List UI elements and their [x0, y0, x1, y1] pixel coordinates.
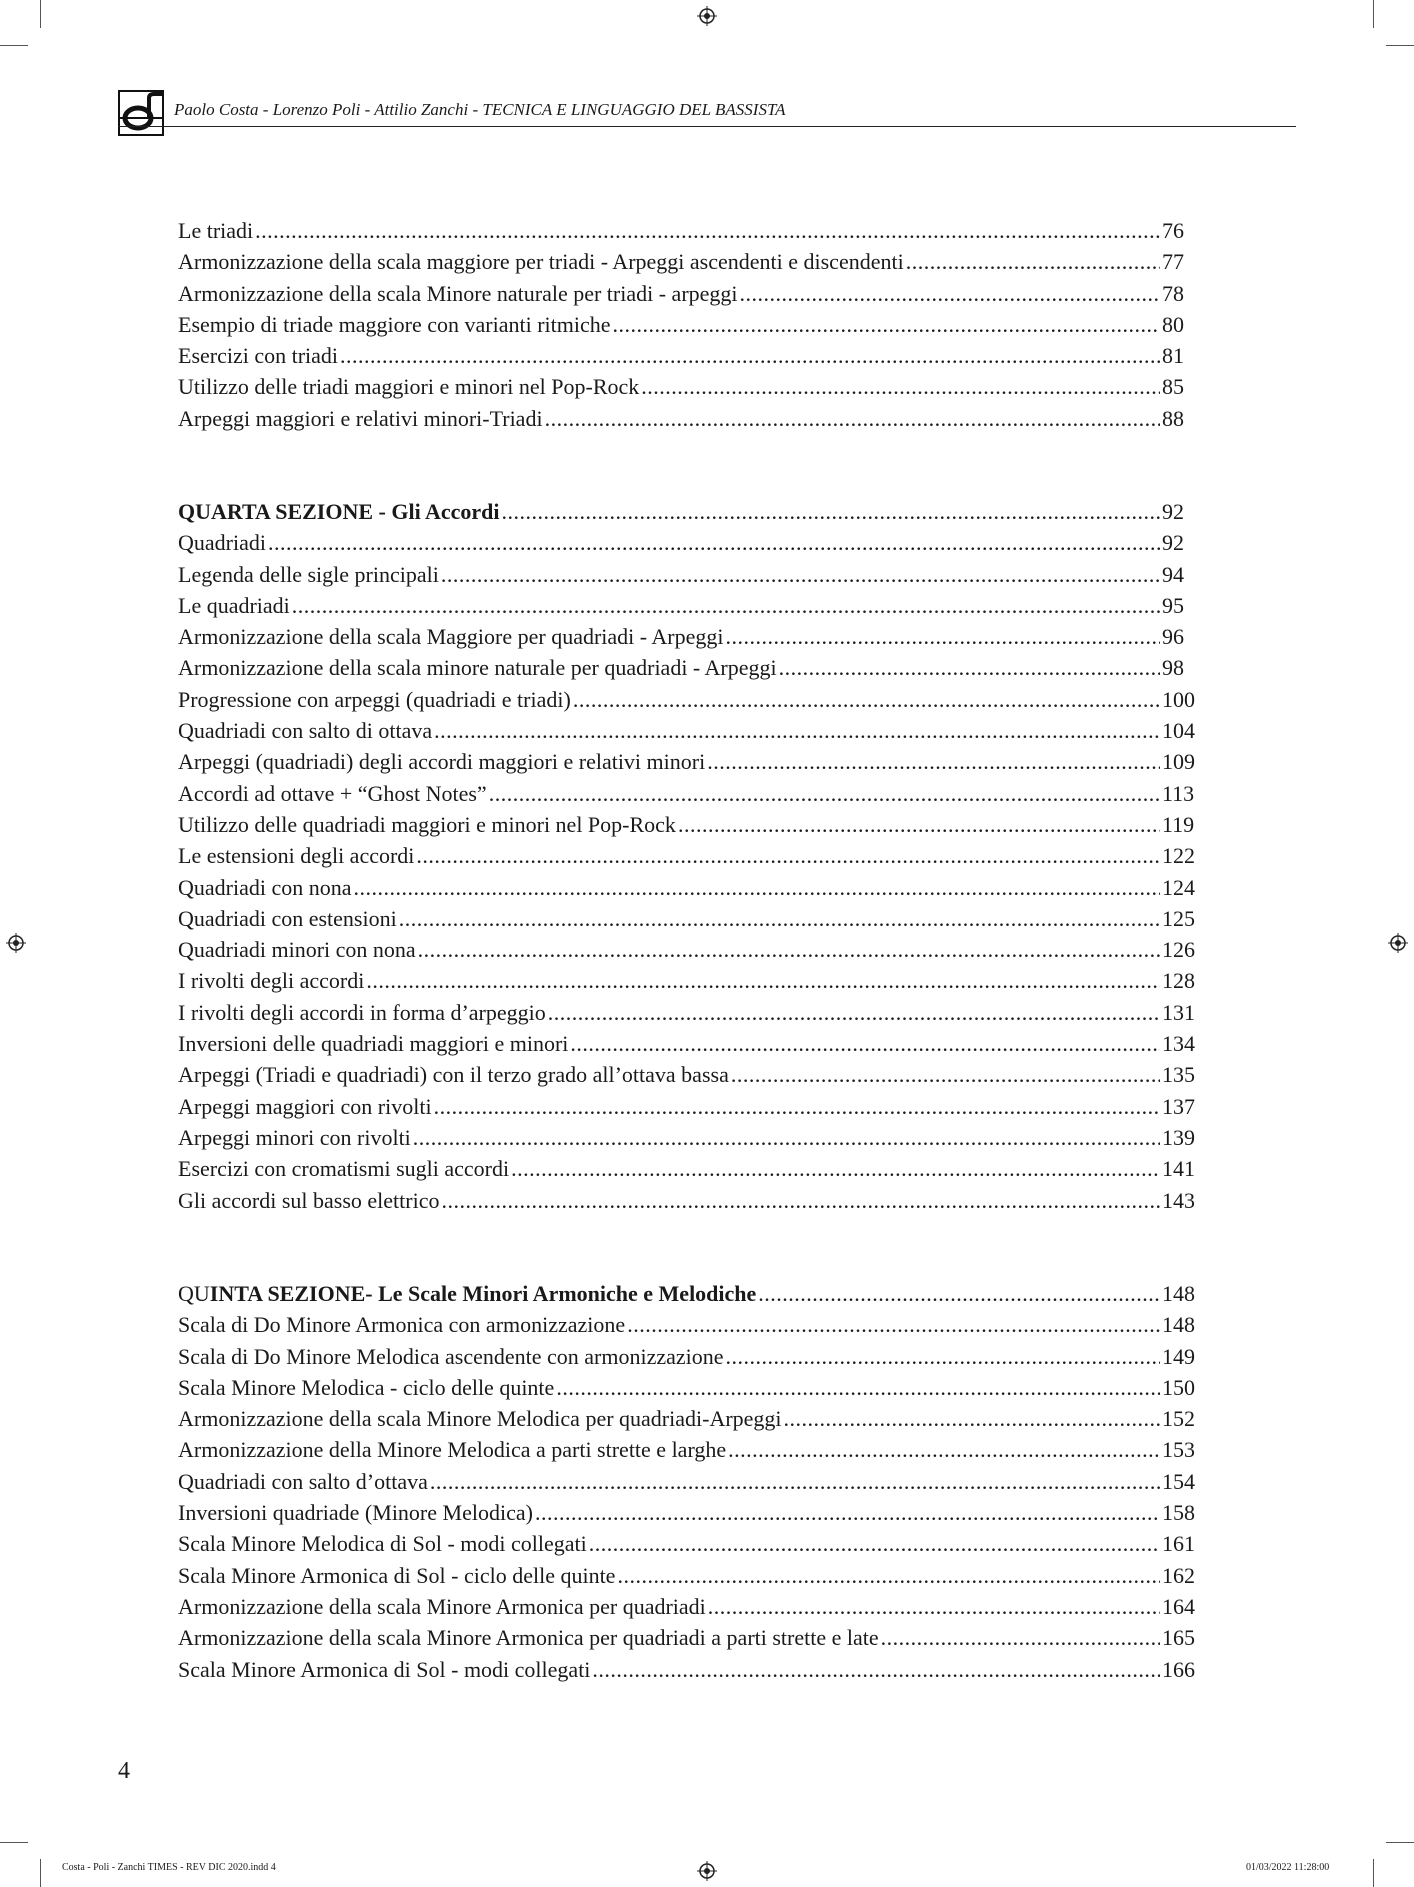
toc-leader: [731, 1059, 1160, 1090]
toc-entry-page: 158: [1162, 1500, 1195, 1526]
toc-leader: [255, 215, 1160, 246]
toc-leader: [292, 590, 1160, 621]
toc-leader: [441, 559, 1160, 590]
toc-entry-page: 96: [1162, 624, 1184, 650]
slug-timestamp: 01/03/2022 11:28:00: [1246, 1862, 1330, 1873]
toc-entry-page: 104: [1162, 718, 1195, 744]
toc-entry-page: 141: [1162, 1156, 1195, 1182]
toc-entry-label: Progressione con arpeggi (quadriadi e triadi): [178, 686, 571, 712]
toc-entry-label: Armonizzazione della scala Minore Melodica per quadriadi-Arpeggi: [178, 1406, 782, 1432]
toc-entry[interactable]: [178, 1591, 1198, 1622]
crop-mark: [40, 1859, 41, 1887]
toc-entry-label: I rivolti degli accordi in forma d’arpeggio: [178, 999, 546, 1025]
registration-mark-icon: [6, 933, 26, 953]
toc-leader: [340, 340, 1160, 371]
toc-entry[interactable]: [178, 1059, 1198, 1090]
toc-entry-page: 153: [1162, 1437, 1195, 1463]
toc-entry-label: Quadriadi con salto d’ottava: [178, 1468, 428, 1494]
toc-entry-label: Scala Minore Melodica di Sol - modi collegati: [178, 1531, 587, 1557]
toc-entry-page: 164: [1162, 1593, 1195, 1619]
toc-entry-page: 126: [1162, 937, 1195, 963]
toc-entry-page: 113: [1162, 780, 1195, 806]
toc-leader: [570, 1028, 1160, 1059]
toc-entry-page: 161: [1162, 1531, 1195, 1557]
toc-entry-label: Armonizzazione della scala Maggiore per quadriadi - Arpeggi: [178, 624, 724, 650]
toc-entry-label: Armonizzazione della scala maggiore per triadi - Arpeggi ascendenti e discendenti: [178, 249, 904, 275]
toc-leader: [434, 715, 1160, 746]
toc-entry-label: Utilizzo delle quadriadi maggiori e minori nel Pop-Rock: [178, 811, 676, 837]
toc-entry-page: 139: [1162, 1124, 1195, 1150]
toc-leader: [489, 778, 1160, 809]
toc-entry-label: Le quadriadi: [178, 592, 290, 618]
toc-entry-label: Armonizzazione della scala Minore Armonica per quadriadi a parti strette e late: [178, 1625, 879, 1651]
toc-entry-label: Esempio di triade maggiore con varianti ritmiche: [178, 311, 611, 337]
toc-entry-label: Legenda delle sigle principali: [178, 561, 439, 587]
toc-entry[interactable]: [178, 1403, 1198, 1434]
toc-entry[interactable]: [178, 652, 1198, 683]
toc-leader: [441, 1185, 1160, 1216]
toc-entry-page: 78: [1162, 280, 1184, 306]
toc-leader: [906, 246, 1160, 277]
toc-entry[interactable]: [178, 778, 1198, 809]
toc-entry[interactable]: [178, 1028, 1198, 1059]
toc-entry[interactable]: [178, 1466, 1198, 1497]
toc-entry[interactable]: [178, 1372, 1198, 1403]
toc-entry[interactable]: [178, 1528, 1198, 1559]
registration-mark-icon: [1388, 933, 1408, 953]
toc-entry[interactable]: [178, 684, 1198, 715]
toc-entry-label: Scala Minore Armonica di Sol - modi collegati: [178, 1656, 591, 1682]
toc-entry-page: 152: [1162, 1406, 1195, 1432]
toc-entry-label: Esercizi con triadi: [178, 343, 339, 369]
crop-mark: [0, 45, 28, 46]
toc-entry-label: Quadriadi con estensioni: [178, 905, 397, 931]
toc-leader: [613, 309, 1160, 340]
toc-entry-page: 166: [1162, 1656, 1195, 1682]
toc-entry-page: 135: [1162, 1062, 1195, 1088]
toc-entry-label: Scala Minore Armonica di Sol - ciclo delle quinte: [178, 1562, 616, 1588]
toc-leader: [740, 278, 1160, 309]
heading-prefix: QU: [178, 1281, 210, 1306]
toc-leader: [779, 652, 1160, 683]
toc-entry[interactable]: [178, 746, 1198, 777]
toc-entry-label: [178, 1278, 756, 1309]
toc-entry[interactable]: [178, 309, 1198, 340]
toc-entry-label: Arpeggi maggiori con rivolti: [178, 1093, 432, 1119]
toc-leader: [641, 371, 1160, 402]
toc-entry[interactable]: [178, 340, 1198, 371]
heading-rest: INTA SEZIONE- Le Scale Minori Armoniche e Melodiche: [209, 1281, 757, 1306]
toc-entry[interactable]: [178, 1654, 1198, 1685]
toc-entry-label: Armonizzazione della scala minore naturale per quadriadi - Arpeggi: [178, 655, 777, 681]
toc-entry-page: 100: [1162, 686, 1195, 712]
toc-entry[interactable]: [178, 1122, 1198, 1153]
toc-entry-page: 149: [1162, 1343, 1195, 1369]
toc-leader: [556, 1372, 1160, 1403]
toc-entry-page: 98: [1162, 655, 1184, 681]
toc-entry[interactable]: [178, 1341, 1198, 1372]
toc-entry-label: Quadriadi minori con nona: [178, 937, 416, 963]
toc-entry-page: 92: [1162, 499, 1184, 524]
toc-leader: [548, 997, 1160, 1028]
toc-leader: [627, 1309, 1160, 1340]
toc-entry-page: 165: [1162, 1625, 1195, 1651]
toc-entry-page: 143: [1162, 1187, 1195, 1213]
toc-entry-label: Accordi ad ottave + “Ghost Notes”: [178, 780, 487, 806]
toc-entry-label: Quadriadi: [178, 530, 266, 556]
toc-entry[interactable]: [178, 1185, 1198, 1216]
toc-entry-page: 148: [1162, 1281, 1195, 1306]
toc-entry[interactable]: [178, 934, 1198, 965]
toc-entry-page: 94: [1162, 561, 1184, 587]
toc-entry-label: Utilizzo delle triadi maggiori e minori nel Pop-Rock: [178, 374, 640, 400]
toc-entry-page: 109: [1162, 749, 1195, 775]
toc-entry-page: 128: [1162, 968, 1195, 994]
registration-mark-icon: [697, 6, 717, 26]
toc-entry-label: Armonizzazione della scala Minore Armonica per quadriadi: [178, 1593, 706, 1619]
crop-mark: [1373, 0, 1374, 28]
toc-entry-page: 131: [1162, 999, 1195, 1025]
header-rule: [118, 126, 1296, 127]
toc-entry-page: 95: [1162, 592, 1184, 618]
toc-entry-page: 125: [1162, 905, 1195, 931]
toc-leader: [728, 1434, 1160, 1465]
toc-entry[interactable]: [178, 246, 1198, 277]
toc-leader: [573, 684, 1160, 715]
toc-entry-label: Scala di Do Minore Armonica con armonizzazione: [178, 1312, 626, 1338]
toc-entry-label: QUARTA SEZIONE - Gli Accordi: [178, 499, 500, 524]
toc-leader: [434, 1091, 1160, 1122]
toc-leader: [726, 621, 1161, 652]
crop-mark: [1373, 1859, 1374, 1887]
toc-entry-page: 137: [1162, 1093, 1195, 1119]
toc-leader: [418, 934, 1160, 965]
toc-leader: [502, 496, 1160, 527]
toc-entry[interactable]: [178, 1434, 1198, 1465]
toc-entry-page: 85: [1162, 374, 1184, 400]
toc-entry-label: Arpeggi (quadriadi) degli accordi maggiori e relativi minori: [178, 749, 706, 775]
toc-entry[interactable]: [178, 997, 1198, 1028]
toc-leader: [511, 1153, 1160, 1184]
toc-group-triadi: [178, 215, 1198, 434]
running-title: Paolo Costa - Lorenzo Poli - Attilio Zanchi - TECNICA E LINGUAGGIO DEL BASSISTA: [174, 100, 786, 119]
toc-entry-label: I rivolti degli accordi: [178, 968, 365, 994]
toc-leader: [366, 965, 1160, 996]
slug-file-info: Costa - Poli - Zanchi TIMES - REV DIC 2020.indd 4: [62, 1862, 276, 1873]
toc-entry-page: 77: [1162, 249, 1184, 275]
crop-mark: [40, 0, 41, 28]
toc-entry[interactable]: [178, 965, 1198, 996]
toc-entry-page: 88: [1162, 405, 1184, 431]
toc-leader: [708, 1591, 1160, 1622]
toc-leader: [707, 746, 1160, 777]
toc-entry-label: Scala Minore Melodica - ciclo delle quinte: [178, 1374, 555, 1400]
crop-mark: [1386, 1842, 1414, 1843]
toc-leader: [784, 1403, 1160, 1434]
toc-entry[interactable]: [178, 1091, 1198, 1122]
toc-entry[interactable]: [178, 903, 1198, 934]
toc-leader: [354, 872, 1161, 903]
toc-entry-page: 154: [1162, 1468, 1195, 1494]
toc-entry[interactable]: [178, 371, 1198, 402]
toc-entry-page: 162: [1162, 1562, 1195, 1588]
toc-entry-page: 124: [1162, 874, 1195, 900]
toc-group-quinta-sezione: [178, 1278, 1198, 1685]
toc-entry-page: 81: [1162, 343, 1184, 369]
page-number: 4: [118, 1758, 130, 1784]
toc-entry[interactable]: [178, 1309, 1198, 1340]
toc-entry[interactable]: [178, 1560, 1198, 1591]
toc-leader: [268, 527, 1160, 558]
toc-leader: [592, 1654, 1160, 1685]
toc-entry-label: Scala di Do Minore Melodica ascendente con armonizzazione: [178, 1343, 724, 1369]
toc-entry[interactable]: [178, 278, 1198, 309]
toc-leader: [430, 1466, 1160, 1497]
toc-entry[interactable]: [178, 1153, 1198, 1184]
toc-entry-page: 80: [1162, 311, 1184, 337]
toc-entry-page: 134: [1162, 1031, 1195, 1057]
toc-entry[interactable]: [178, 215, 1198, 246]
toc-leader: [545, 403, 1160, 434]
toc-entry-page: 76: [1162, 218, 1184, 243]
toc-entry[interactable]: [178, 872, 1198, 903]
toc-entry[interactable]: [178, 403, 1198, 434]
registration-mark-icon: [697, 1861, 717, 1881]
toc-entry-label: Armonizzazione della scala Minore naturale per triadi - arpeggi: [178, 280, 738, 306]
toc-entry-label: Le estensioni degli accordi: [178, 843, 415, 869]
toc-entry-label: Gli accordi sul basso elettrico: [178, 1187, 440, 1213]
toc-entry-label: Arpeggi minori con rivolti: [178, 1124, 411, 1150]
toc-entry-label: Le triadi: [178, 218, 254, 243]
toc-entry-label: Arpeggi maggiori e relativi minori-Triadi: [178, 405, 543, 431]
toc-entry[interactable]: [178, 840, 1198, 871]
toc-section-heading[interactable]: [178, 496, 1198, 527]
toc-entry-label: Inversioni quadriade (Minore Melodica): [178, 1500, 533, 1526]
toc-group-quarta-sezione: [178, 496, 1198, 1216]
toc-leader: [416, 840, 1160, 871]
toc-entry[interactable]: [178, 1497, 1198, 1528]
toc-entry[interactable]: [178, 559, 1198, 590]
toc-entry-label: Arpeggi (Triadi e quadriadi) con il terzo grado all’ottava bassa: [178, 1062, 729, 1088]
crop-mark: [0, 1842, 28, 1843]
toc-entry[interactable]: [178, 809, 1198, 840]
toc-entry-label: Quadriadi con nona: [178, 874, 352, 900]
toc-leader: [399, 903, 1160, 934]
toc-entry[interactable]: [178, 621, 1198, 652]
toc-entry-label: Esercizi con cromatismi sugli accordi: [178, 1156, 510, 1182]
toc-leader: [617, 1560, 1160, 1591]
toc-entry-page: 92: [1162, 530, 1184, 556]
toc-leader: [758, 1278, 1160, 1309]
toc-entry[interactable]: [178, 715, 1198, 746]
toc-leader: [678, 809, 1160, 840]
toc-entry-label: Armonizzazione della Minore Melodica a parti strette e larghe: [178, 1437, 727, 1463]
toc-leader: [589, 1528, 1160, 1559]
running-header: [118, 90, 1296, 130]
toc-leader: [535, 1497, 1160, 1528]
toc-entry[interactable]: [178, 527, 1198, 558]
toc-leader: [413, 1122, 1160, 1153]
toc-entry-page: 122: [1162, 843, 1195, 869]
toc-entry-label: Quadriadi con salto di ottava: [178, 718, 433, 744]
toc-entry-page: 150: [1162, 1374, 1195, 1400]
toc-entry[interactable]: [178, 590, 1198, 621]
toc-entry-label: Inversioni delle quadriadi maggiori e minori: [178, 1031, 569, 1057]
publisher-logo-icon: [118, 90, 164, 136]
toc-leader: [881, 1622, 1160, 1653]
toc-section-heading[interactable]: [178, 1278, 1198, 1309]
crop-mark: [1386, 45, 1414, 46]
toc-entry-page: 119: [1162, 811, 1195, 837]
toc-leader: [726, 1341, 1161, 1372]
toc-entry[interactable]: [178, 1622, 1198, 1653]
toc-entry-page: 148: [1162, 1312, 1195, 1338]
